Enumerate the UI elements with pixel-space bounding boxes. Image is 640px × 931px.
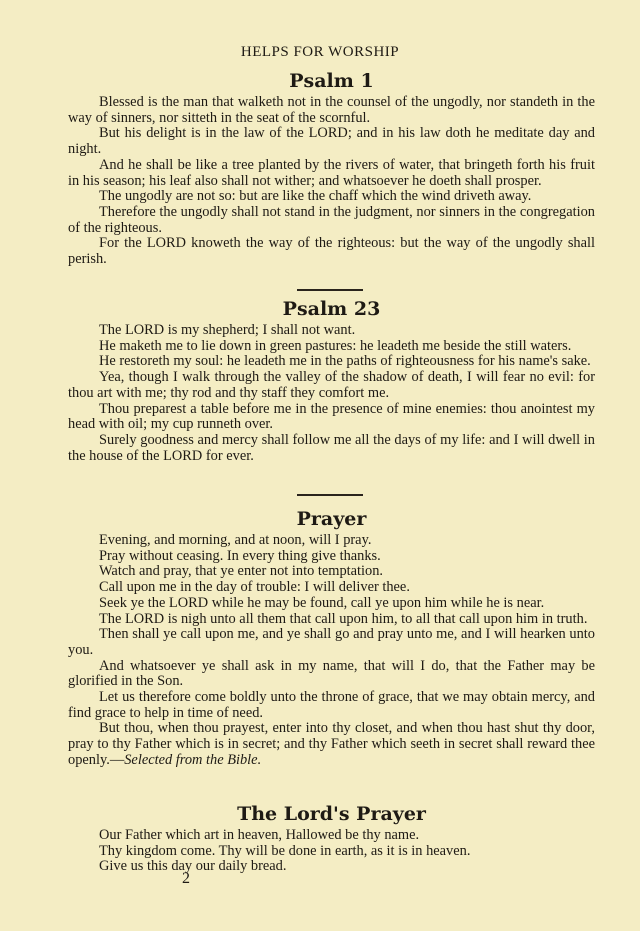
verse: Seek ye the LORD while he may be found, call ye upon him while he is near.: [99, 594, 545, 611]
verse: Give us this day our daily bread.: [99, 858, 287, 875]
verse: The ungodly are not so: but are like the chaff which the wind driveth away.: [99, 188, 532, 205]
verse: Pray without ceasing. In every thing give thanks.: [99, 547, 381, 564]
lords-prayer-heading: The Lord's Prayer: [237, 803, 426, 825]
verse: He restoreth my soul: he leadeth me in the paths of righteousness for his name's sake.: [99, 353, 591, 370]
verse: Watch and pray, that ye enter not into temptation.: [99, 563, 384, 580]
verse: But his delight is in the law of the LORD; and in his law doth he meditate day and night.: [68, 125, 595, 158]
prayer-heading: Prayer: [296, 508, 367, 530]
verse: Thy kingdom come. Thy will be done in earth, as it is in heaven.: [99, 842, 471, 859]
prayer-section: [68, 508, 595, 769]
page-number: 2: [182, 870, 190, 887]
psalm-23-text: [68, 323, 595, 464]
attribution: Selected from the Bible.: [124, 751, 262, 768]
running-head: HELPS FOR WORSHIP: [240, 44, 400, 60]
verse: The LORD is nigh unto all them that call upon him, to all that call upon him in truth.: [99, 610, 588, 627]
verse: Thou preparest a table before me in the presence of mine enemies: thou anointest my head with oil; my cup runneth over.: [68, 400, 595, 433]
psalm-23-section: [68, 298, 595, 464]
psalm-1-heading: Psalm 1: [289, 70, 374, 92]
verse: Therefore the ungodly shall not stand in the judgment, nor sinners in the congregation of the righteous.: [68, 203, 595, 236]
verse: Our Father which art in heaven, Hallowed be thy name.: [99, 827, 420, 843]
divider-rule: [297, 289, 363, 291]
psalm-1-section: [68, 70, 595, 268]
verse: Surely goodness and mercy shall follow me all the days of my life: and I will dwell in the house of the LORD for ever.: [68, 431, 595, 464]
lords-prayer-text: [68, 828, 595, 875]
verse: But thou, when thou prayest, enter into thy closet, and when thou hast shut thy door, pray to thy Father which is in secret; and thy Father which seeth in secret shall reward thee openly.—: [68, 720, 595, 768]
verse: And he shall be like a tree planted by the rivers of water, that bringeth forth his fruit in his season; his leaf also shall not wither; and whatsoever he doeth shall prosper.: [68, 156, 595, 189]
verse: For the LORD knoweth the way of the righteous: but the way of the ungodly shall perish.: [68, 235, 595, 268]
verse: The LORD is my shepherd; I shall not want.: [99, 322, 356, 338]
prayer-text: [68, 533, 595, 769]
verse: Yea, though I walk through the valley of the shadow of death, I will fear no evil: for thou art with me; thy rod and thy staff they comfort me.: [68, 369, 595, 401]
verse: Then shall ye call upon me, and ye shall go and pray unto me, and I will hearken unto you.: [68, 626, 595, 658]
psalm-23-heading: Psalm 23: [282, 298, 381, 320]
lords-prayer-section: [68, 803, 595, 875]
verse: He maketh me to lie down in green pastures: he leadeth me beside the still waters.: [99, 337, 572, 354]
verse: Call upon me in the day of trouble: I will deliver thee.: [99, 579, 410, 596]
verse: Blessed is the man that walketh not in the counsel of the ungodly, nor standeth in the way of sinners, nor sitteth in the seat of the scornful.: [68, 94, 595, 126]
verse: Evening, and morning, and at noon, will I pray.: [99, 532, 372, 548]
verse: And whatsoever ye shall ask in my name, that will I do, that the Father may be glorified in the Son.: [68, 657, 595, 690]
divider-rule: [297, 494, 363, 496]
psalm-1-text: [68, 95, 595, 268]
verse: Let us therefore come boldly unto the throne of grace, that we may obtain mercy, and find grace to help in time of need.: [68, 689, 595, 721]
verse-with-attribution: [68, 721, 595, 768]
